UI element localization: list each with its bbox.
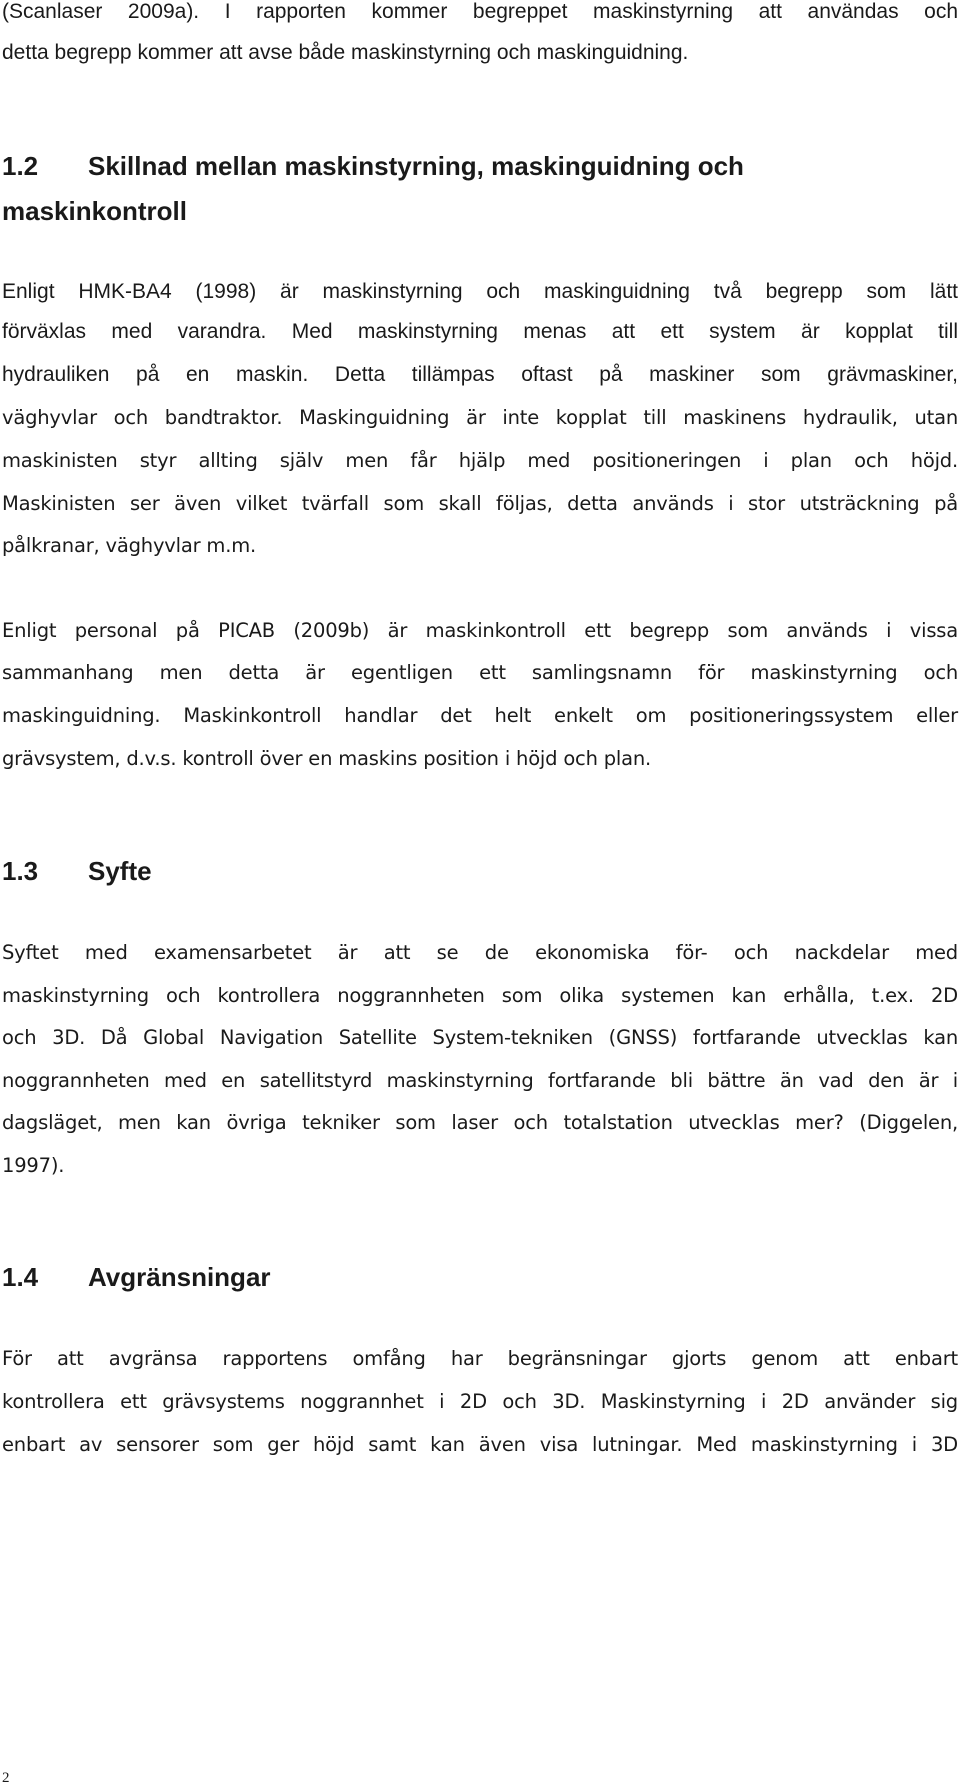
paragraph-line: maskinisten styr allting själv men får hjälp med positioneringen i plan och höjd. — [2, 449, 958, 472]
paragraph-line: 1997). — [2, 1154, 65, 1177]
section-title: Avgränsningar — [88, 1262, 271, 1292]
section-heading-1-2 — [2, 151, 744, 182]
paragraph-line: pålkranar, väghyvlar m.m. — [2, 534, 257, 557]
section-number: 1.3 — [2, 856, 39, 886]
paragraph-line: maskinguidning. Maskinkontroll handlar det helt enkelt om positioneringssystem eller — [2, 704, 958, 727]
section-title-line-1: Skillnad mellan maskinstyrning, maskinguidning och — [88, 151, 744, 181]
section-title: Syfte — [88, 856, 152, 886]
paragraph-line: För att avgränsa rapportens omfång har begränsningar gjorts genom att enbart — [2, 1347, 958, 1370]
paragraph-line: noggrannheten med en satellitstyrd maskinstyrning fortfarande bli bättre än vad den är i — [2, 1069, 958, 1092]
section-title-line-2: maskinkontroll — [2, 196, 187, 226]
paragraph-line: Enligt HMK-BA4 (1998) är maskinstyrning och maskinguidning två begrepp som lätt — [2, 280, 958, 303]
paragraph-line: kontrollera ett grävsystems noggrannhet i 2D och 3D. Maskinstyrning i 2D använder sig — [2, 1390, 958, 1413]
section-heading-1-4 — [2, 1262, 271, 1293]
section-number: 1.2 — [2, 151, 39, 181]
intro-line-1: (Scanlaser 2009a). I rapporten kommer begreppet maskinstyrning att användas och — [2, 0, 958, 23]
paragraph-line: hydrauliken på en maskin. Detta tillämpas oftast på maskiner som grävmaskiner, — [2, 363, 958, 386]
paragraph-line: och 3D. Då Global Navigation Satellite System-tekniken (GNSS) fortfarande utvecklas kan — [2, 1026, 958, 1049]
paragraph-line: förväxlas med varandra. Med maskinstyrning menas att ett system är kopplat till — [2, 320, 958, 343]
paragraph-line: sammanhang men detta är egentligen ett samlingsnamn för maskinstyrning och — [2, 661, 958, 684]
paragraph-line: Enligt personal på PICAB (2009b) är maskinkontroll ett begrepp som används i vissa — [2, 619, 958, 642]
page-number: 2 — [2, 1770, 10, 1786]
paragraph-line: Syftet med examensarbetet är att se de ekonomiska för- och nackdelar med — [2, 941, 958, 964]
paragraph-line: Maskinisten ser även vilket tvärfall som skall följas, detta används i stor utsträckning på — [2, 492, 958, 515]
intro-line-2: detta begrepp kommer att avse både maskinstyrning och maskinguidning. — [2, 41, 689, 64]
paragraph-line: maskinstyrning och kontrollera noggrannheten som olika systemen kan erhålla, t.ex. 2D — [2, 984, 958, 1007]
section-heading-1-3 — [2, 856, 152, 887]
paragraph-line: väghyvlar och bandtraktor. Maskinguidning är inte kopplat till maskinens hydraulik, utan — [2, 406, 958, 429]
section-number: 1.4 — [2, 1262, 39, 1292]
paragraph-line: grävsystem, d.v.s. kontroll över en maskins position i höjd och plan. — [2, 747, 652, 770]
paragraph-line: dagsläget, men kan övriga tekniker som laser och totalstation utvecklas mer? (Diggelen, — [2, 1111, 958, 1134]
paragraph-line: enbart av sensorer som ger höjd samt kan även visa lutningar. Med maskinstyrning i 3D — [2, 1433, 958, 1456]
